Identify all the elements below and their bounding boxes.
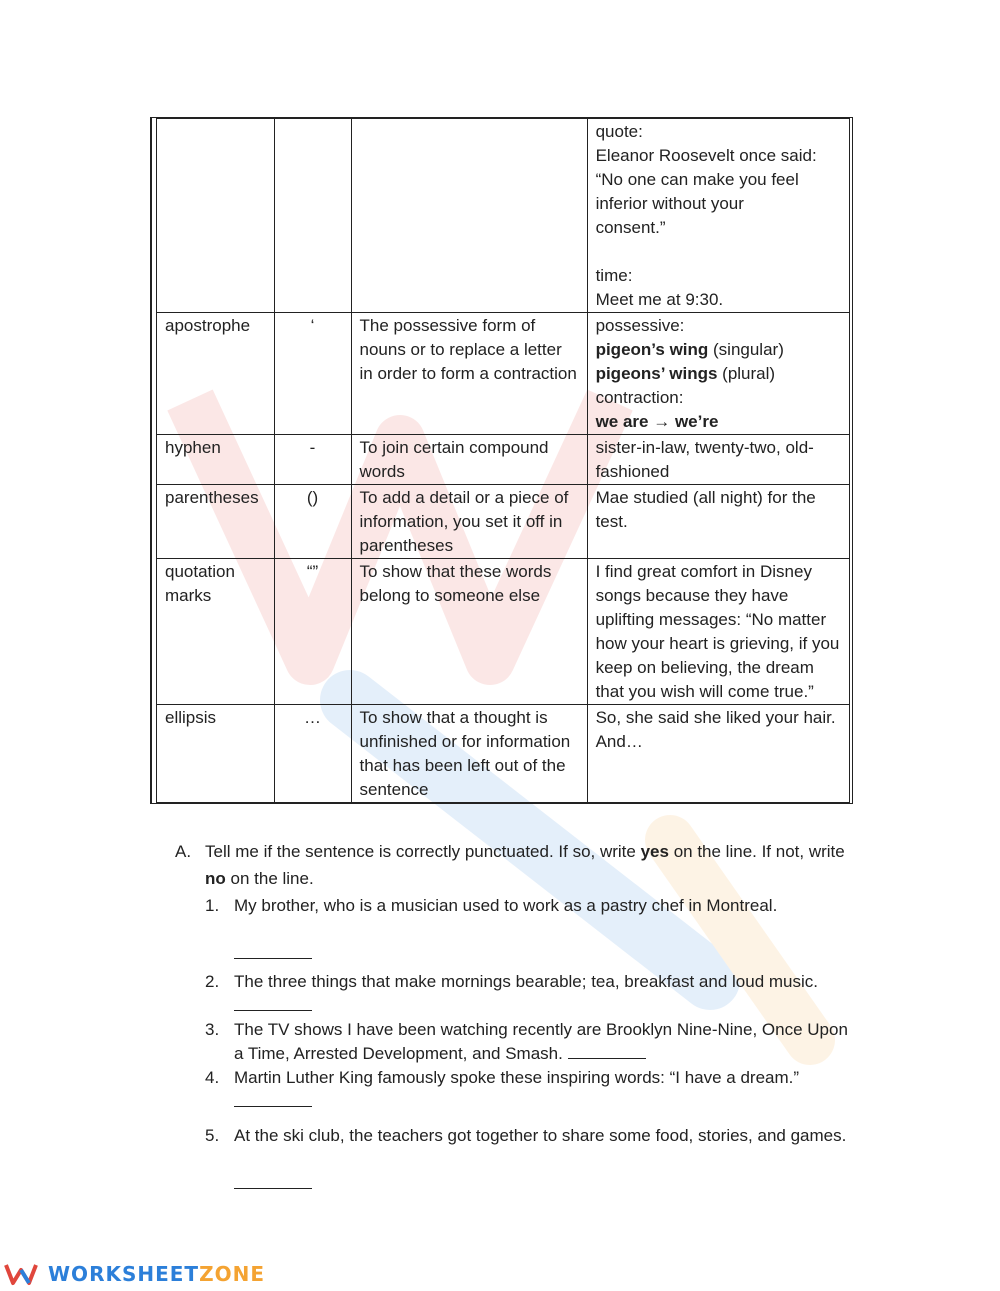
example-text: inferior without your — [595, 194, 744, 213]
example-text: I find great comfort in Disney songs because they have uplifting messages: “No matter how your heart is grieving, if you keep on believing, the dream that you wish will come true.” — [595, 562, 840, 701]
question-number: 3. — [205, 1020, 220, 1039]
punctuation-use: To join certain compound words — [351, 435, 587, 485]
worksheetzone-logo-icon — [4, 1262, 38, 1286]
question-5 — [205, 1124, 855, 1196]
question-3 — [205, 1018, 855, 1066]
table-row — [157, 559, 850, 705]
example-line — [596, 288, 841, 312]
question-text: My brother, who is a musician used to work as a pastry chef in Montreal. — [234, 896, 778, 915]
example-line — [596, 386, 841, 410]
answer-blank[interactable] — [234, 996, 312, 1011]
punctuation-examples — [587, 485, 849, 559]
example-text: So, she said she liked your hair. And… — [595, 708, 836, 751]
punctuation-examples — [587, 435, 849, 485]
example-line — [596, 314, 841, 338]
punctuation-examples — [587, 119, 849, 313]
example-line — [596, 216, 841, 240]
example-text: consent.” — [595, 218, 666, 237]
question-number: 1. — [205, 896, 220, 915]
question-number: 4. — [205, 1068, 220, 1087]
example-text: Meet me at 9:30. — [595, 290, 724, 309]
example-line — [596, 362, 841, 386]
example-bold: pigeons’ wings — [595, 364, 718, 383]
punctuation-use: The possessive form of nouns or to replace a letter in order to form a contraction — [351, 313, 587, 435]
question-2 — [205, 970, 855, 1018]
question-text: The TV shows I have been watching recently are Brooklyn Nine-Nine, Once Upon a Time, Arrested Development, and Smash. — [234, 1020, 848, 1063]
example-text: (singular) — [708, 340, 784, 359]
brand-name-part: WORKSHEET — [48, 1262, 200, 1286]
yes-keyword: yes — [640, 842, 669, 861]
punctuation-symbol — [274, 119, 351, 313]
example-line — [596, 264, 841, 288]
example-bold: pigeon’s wing — [595, 340, 709, 359]
punctuation-examples — [587, 313, 849, 435]
table-row — [157, 485, 850, 559]
brand-name-accent: ZONE — [199, 1262, 265, 1286]
table-row — [157, 435, 850, 485]
punctuation-name: apostrophe — [157, 313, 275, 435]
example-text: Eleanor Roosevelt once said: — [595, 146, 817, 165]
punctuation-symbol: () — [274, 485, 351, 559]
question-text: The three things that make mornings bearable; tea, breakfast and loud music. — [234, 972, 818, 991]
question-number: 5. — [205, 1126, 220, 1145]
exercise-section-a — [175, 838, 855, 1196]
brand-name — [48, 1262, 265, 1286]
example-line — [596, 410, 841, 434]
punctuation-symbol: “” — [274, 559, 351, 705]
example-line — [596, 436, 841, 484]
punctuation-name: parentheses — [157, 485, 275, 559]
table-row — [157, 313, 850, 435]
punctuation-name: quotation marks — [157, 559, 275, 705]
instruction-text: on the line. — [225, 869, 314, 888]
table-row — [157, 119, 850, 313]
answer-blank[interactable] — [568, 1044, 646, 1059]
punctuation-examples — [587, 705, 849, 803]
question-1 — [205, 894, 855, 966]
punctuation-table — [150, 117, 853, 804]
answer-blank[interactable] — [234, 944, 312, 959]
example-text: Mae studied (all night) for the test. — [595, 488, 816, 531]
exercise-instruction — [175, 838, 855, 892]
footer-brand — [4, 1262, 265, 1286]
punctuation-use: To add a detail or a piece of information, you set it off in parentheses — [351, 485, 587, 559]
example-text: time: — [595, 266, 633, 285]
punctuation-use — [351, 119, 587, 313]
question-text: At the ski club, the teachers got together to share some food, stories, and games. — [234, 1126, 847, 1145]
section-letter: A. — [175, 842, 192, 861]
question-number: 2. — [205, 972, 220, 991]
example-line — [596, 706, 841, 754]
example-text: quote: — [595, 122, 643, 141]
example-text: possessive: — [595, 316, 685, 335]
punctuation-use: To show that a thought is unfinished or for information that has been left out of the sentence — [351, 705, 587, 803]
example-text: contraction: — [595, 388, 684, 407]
example-line — [596, 486, 841, 534]
instruction-text: on the line. If not, write — [668, 842, 845, 861]
example-text: sister-in-law, twenty-two, old-fashioned — [595, 438, 814, 481]
example-line — [596, 560, 841, 704]
punctuation-use: To show that these words belong to someone else — [351, 559, 587, 705]
punctuation-examples — [587, 559, 849, 705]
punctuation-symbol: - — [274, 435, 351, 485]
punctuation-name: hyphen — [157, 435, 275, 485]
instruction-text: Tell me if the sentence is correctly punctuated. If so, write — [205, 842, 641, 861]
answer-blank[interactable] — [234, 1174, 312, 1189]
example-line — [596, 144, 841, 168]
punctuation-symbol: ‘ — [274, 313, 351, 435]
table-row — [157, 705, 850, 803]
question-text: Martin Luther King famously spoke these inspiring words: “I have a dream.” — [234, 1068, 800, 1087]
no-keyword: no — [205, 869, 226, 888]
answer-blank[interactable] — [234, 1092, 312, 1107]
example-line — [596, 192, 841, 216]
example-text: (plural) — [717, 364, 776, 383]
question-4 — [205, 1066, 855, 1114]
example-line — [596, 120, 841, 144]
example-line — [596, 240, 841, 264]
example-bold: we are → we’re — [595, 412, 719, 431]
punctuation-symbol: … — [274, 705, 351, 803]
example-text: “No one can make you feel — [595, 170, 799, 189]
example-line — [596, 338, 841, 362]
punctuation-name — [157, 119, 275, 313]
punctuation-name: ellipsis — [157, 705, 275, 803]
example-line — [596, 168, 841, 192]
